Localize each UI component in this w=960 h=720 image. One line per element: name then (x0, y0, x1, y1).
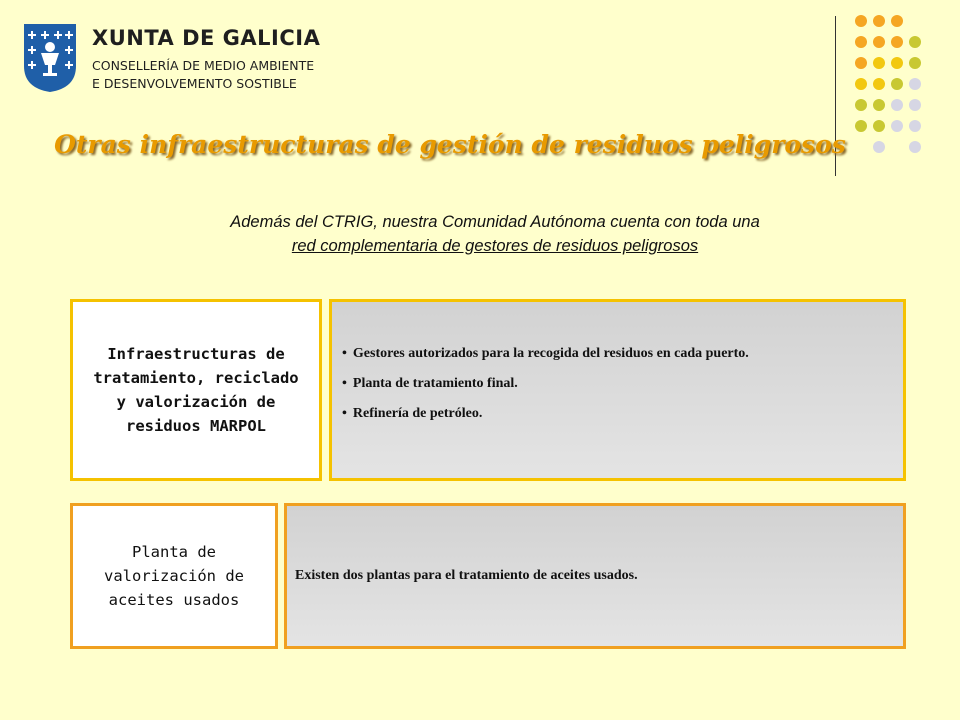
xunta-logo (22, 22, 352, 102)
decorative-dot (891, 15, 903, 27)
decorative-dot (873, 15, 885, 27)
subtitle-line-2: red complementaria de gestores de residuos peligrosos (291, 237, 699, 255)
decorative-dot (873, 36, 885, 48)
list-item: • Planta de tratamiento final. (342, 376, 903, 392)
decorative-dot (855, 78, 867, 90)
section-content-marpol (329, 299, 906, 481)
decorative-dot (909, 120, 921, 132)
decorative-dot (909, 99, 921, 111)
galicia-seal-icon (22, 22, 78, 94)
decorative-dot (909, 57, 921, 69)
decorative-dot (873, 78, 885, 90)
decorative-dot (891, 57, 903, 69)
decorative-dot (855, 57, 867, 69)
section-label-aceites (70, 503, 278, 649)
decorative-dot (909, 141, 921, 153)
logo-department-line-2: E DESENVOLVEMENTO SOSTIBLE (92, 76, 297, 91)
decorative-dot (855, 15, 867, 27)
section-label-marpol (70, 299, 322, 481)
decorative-dot (891, 78, 903, 90)
logo-department-line-1: CONSELLERÍA DE MEDIO AMBIENTE (92, 58, 315, 73)
decorative-dot (873, 57, 885, 69)
slide-title: Otras infraestructuras de gestión de residuos peligrosos (54, 130, 846, 159)
slide-subtitle (80, 210, 910, 258)
section-text: Existen dos plantas para el tratamiento de aceites usados. (295, 568, 638, 583)
decorative-dot (891, 36, 903, 48)
logo-title: XUNTA DE GALICIA (92, 26, 321, 50)
decorative-dot (909, 36, 921, 48)
section-label-text: Infraestructuras de tratamiento, reciclado y valorización de residuos MARPOL (93, 345, 299, 435)
bullet-list (342, 346, 903, 422)
decorative-dot (855, 36, 867, 48)
decorative-dot (909, 78, 921, 90)
section-label-text: Planta de valorización de aceites usados (104, 543, 244, 609)
decorative-dot (873, 99, 885, 111)
subtitle-line-1: Además del CTRIG, nuestra Comunidad Autónoma cuenta con toda una (230, 213, 760, 231)
list-item: • Refinería de petróleo. (342, 406, 903, 422)
list-item: • Gestores autorizados para la recogida del residuos en cada puerto. (342, 346, 903, 362)
decorative-dot (891, 99, 903, 111)
section-content-aceites (284, 503, 906, 649)
decorative-dot (855, 99, 867, 111)
